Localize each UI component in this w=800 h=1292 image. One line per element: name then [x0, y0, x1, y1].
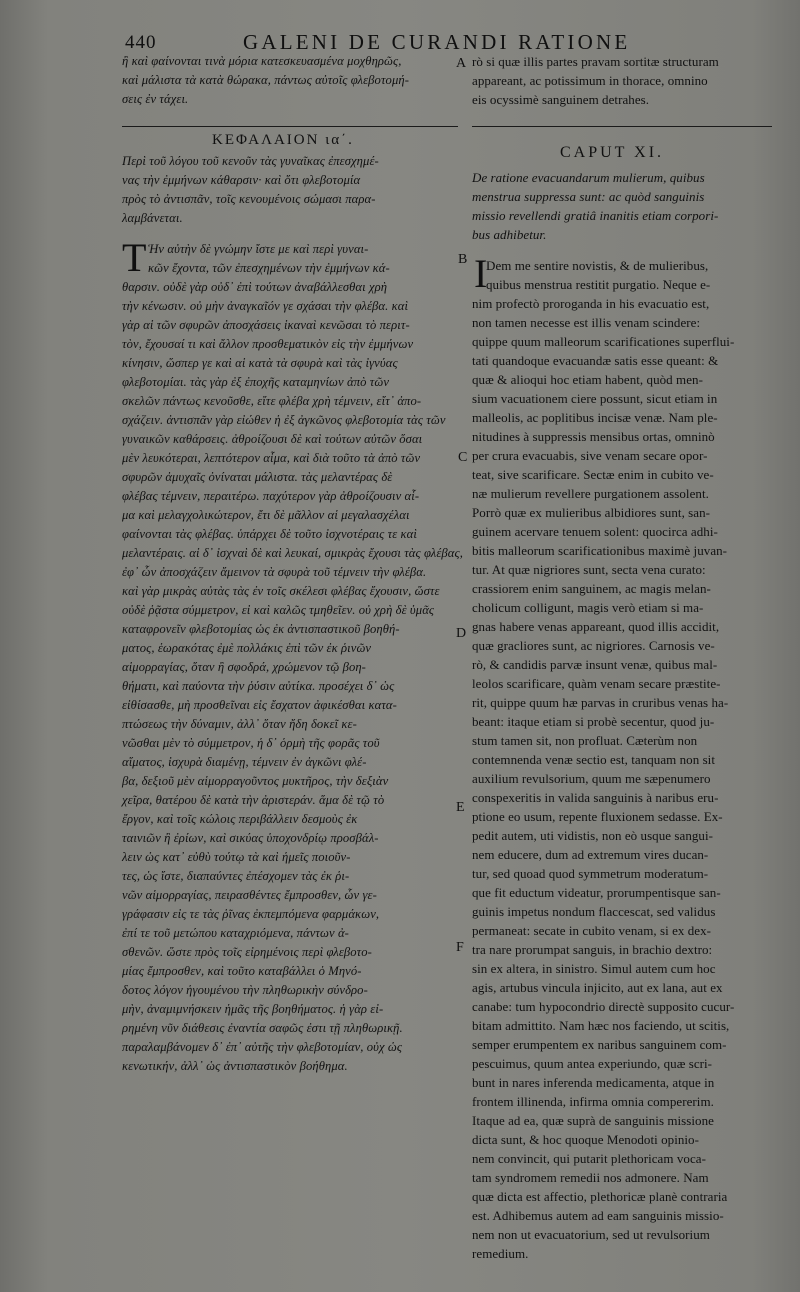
latin-chapter-title: CAPUT XI. — [560, 144, 665, 161]
text-line: ματος, ἑωρακότας ἐμὲ πολλάκις ἐπὶ τῶν ἐκ ῥινῶν — [122, 641, 372, 655]
text-line: θαρσιν. οὐδὲ γὰρ οὐδ᾽ ἐπὶ τούτων ἀναβάλλεσθαι χρὴ — [122, 280, 388, 294]
text-line: μελαντέραις. αἱ δ᾽ ἰσχναὶ δὲ καὶ λευκαί, σμικρὰς ἔχουσι τὰς φλέβας, — [122, 546, 463, 560]
text-line: μὲν λευκότεραι, λεπτότερον αἷμα, καὶ διὰ τοῦτο τὰ ἀπὸ τῶν — [122, 451, 421, 465]
text-line: nem educere, dum ad extremum vires ducan- — [472, 847, 709, 862]
text-line: crassiorem enim sanguinem, ac magis melan- — [472, 581, 711, 596]
text-line: καταφρονεῖν φλεβοτομίας ὡς ἐκ ἀντισπαστικοῦ βοηθή- — [122, 622, 400, 636]
text-line: Itaque ad ea, quæ suprà de sanguinis missione — [472, 1113, 714, 1128]
text-line: κίνησιν, ὥσπερ γε καὶ αἱ κατὰ τὰ σφυρὰ καὶ τὰς ἰγνύας — [122, 356, 398, 370]
text-line: Dem me sentire novistis, & de mulieribus, — [486, 258, 709, 273]
text-line: malleolis, ac poplitibus incisæ venæ. Nam ple- — [472, 410, 718, 425]
text-line: γὰρ αἱ τῶν σφυρῶν ἀποσχάσεις ἱκαναὶ κενῶσαι τὸ περιτ- — [122, 318, 410, 332]
text-line: λειν ὡς κατ᾽ εὐθὺ τούτῳ τὰ καὶ ἡμεῖς ποιοῦν- — [122, 850, 351, 864]
text-line: παραλαμβάνομεν δ᾽ ἐπ᾽ αὐτῆς τὴν φλεβοτομίαν, οὐχ ὡς — [122, 1040, 403, 1054]
text-line: sium vacuationem ciere possunt, sicut etiam in — [472, 391, 718, 406]
text-line: τες, ὡς ἴστε, διαπαύντες ἐπέσχομεν τὰς ἐκ ῥι- — [122, 869, 350, 883]
text-line: bitam admittito. Nam hæc nos faciendo, ut scitis, — [472, 1018, 730, 1033]
text-line: tati quandoque evacuandæ satis esse queant: & — [472, 353, 719, 368]
greek-drop-cap: Τ — [122, 235, 147, 280]
margin-letter-f: F — [456, 940, 464, 955]
text-line: sin ex altera, in sinistro. Simul autem cum hoc — [472, 961, 716, 976]
text-line: permaneat: secate in cubito venam, si ex dex- — [472, 923, 712, 938]
text-line: ρημένη νῦν διάθεσις ἐναντία σαφῶς ἐστι τῇ πληθωρικῇ. — [122, 1021, 403, 1035]
running-title: GALENI DE CURANDI RATIONE — [243, 30, 631, 54]
text-line: ptione eo usum, repente fluxionem sedasse. Ex- — [472, 809, 723, 824]
text-line: agis, artubus vincula injicito, aut ex lana, aut ex — [472, 980, 723, 995]
text-line: est. Adhibemus autem ad eam sanguinis missio- — [472, 1208, 724, 1223]
text-line: conspexeritis in valida sanguinis à naribus eru- — [472, 790, 719, 805]
text-line: βα, δεξιοῦ μὲν αἱμορραγοῦντος μυκτῆρος, τὴν δεξιὰν — [122, 774, 389, 788]
text-line: dicta sunt, & hoc quoque Menodoti opinio- — [472, 1132, 699, 1147]
text-line: γράφασιν εἰς τε τὰς ῥῖνας ἐκπεμπόμενα φαρμάκων, — [122, 907, 380, 921]
text-line: κῶν ἔχοντα, τῶν ἐπεσχημένων τὴν ἐμμήνων κά- — [148, 261, 390, 275]
text-line: eis ocyssimè sanguinem detrahes. — [472, 92, 650, 107]
text-line: δοτος λόγον ἡγουμένου τὴν πληθωρικὴν σύνδρο- — [122, 983, 368, 997]
text-line: missio revellendi gratiâ inanitis etiam corpori- — [472, 208, 719, 223]
latin-chapter-summary — [472, 168, 772, 244]
margin-letter-a: A — [456, 56, 467, 71]
margin-letter-b: B — [458, 252, 468, 267]
text-line: Porrò quæ ex mulieribus albidiores sunt, san- — [472, 505, 711, 520]
text-line: per crura evacuabis, sive venam secare opor- — [472, 448, 708, 463]
text-line: κενωτικήν, ἀλλ᾽ ὡς ἀντισπαστικὸν βοήθημα. — [122, 1059, 348, 1073]
text-line: nem convincit, qui putarit plethoricam voca- — [472, 1151, 706, 1166]
text-line: semper erumpentem ex naribus sanguinem com- — [472, 1037, 727, 1052]
text-line: Περὶ τοῦ λόγου τοῦ κενοῦν τὰς γυναῖκας ἐπεσχημέ- — [122, 154, 379, 168]
text-line: teat, sive scarificare. Sectæ enim in cubito ve- — [472, 467, 714, 482]
text-line: πρὸς τὸ ἀντισπᾶν, τοῖς κενουμένοις σώμασι παρα- — [122, 192, 376, 206]
margin-letter-d: D — [456, 626, 467, 641]
text-line: beant: itaque etiam si probè secentur, quod ju- — [472, 714, 715, 729]
text-line: non tamen necesse est illis venam scindere: — [472, 315, 701, 330]
text-line: τὴν κένωσιν. οὐ μὴν ἀναγκαῖόν γε σχάσαι τὴν φλέβα. καὶ — [122, 299, 409, 313]
section-rule-greek — [122, 126, 458, 127]
margin-letter-e: E — [456, 800, 465, 815]
text-line: τὸν, ἔχουσαί τι καὶ ἄλλον προσθεματικὸν εἰς τὴν ἐμμήνων — [122, 337, 414, 351]
text-line: σθενῶν. ὥστε πρὸς τοῖς εἰρημένοις περὶ φλεβοτο- — [122, 945, 372, 959]
text-line: Ἡν αὐτὴν δὲ γνώμην ἴστε με καὶ περὶ γυναι- — [148, 242, 369, 256]
text-line: frontem illinenda, infirma omnia compererim. — [472, 1094, 714, 1109]
latin-drop-cap: I — [474, 251, 488, 296]
text-line: tam syndromem remedii nos admonere. Nam — [472, 1170, 709, 1185]
greek-body-text — [122, 235, 463, 1076]
text-line: ἐφ᾽ ὧν ἀποσχάζειν ἄμεινον τὰ σφυρὰ τοῦ τέμνειν τὴν φλέβα. — [122, 565, 427, 579]
latin-body-text — [472, 251, 772, 1263]
greek-chapter-summary — [122, 152, 458, 228]
text-line: pescuimus, quum antea experiundo, quæ scri- — [472, 1056, 713, 1071]
text-line: nem non ut evacuatorium, sed ut revulsorium — [472, 1227, 710, 1242]
text-line: rò, & candidis parvæ insunt venæ, quibus mal- — [472, 657, 718, 672]
text-line: νῶν αἱμορραγίας, πειρασθέντες ἔμπροσθεν, ὧν γε- — [122, 888, 377, 902]
text-line: καὶ γὰρ μικρὰς αὐτὰς τὰς ἐν τοῖς σκέλεσι φλέβας ἔχουσιν, ὥστε — [122, 584, 440, 598]
text-line: tur, sed quoad quod symmetrum moderatum- — [472, 866, 709, 881]
text-line: νῶσθαι μὲν τὸ σύμμετρον, ἡ δ᾽ ὁρμὴ τῆς φορᾶς τοῦ — [122, 736, 380, 750]
text-line: ἐπί τε τοῦ μετώπου καταχριόμενα, πάντων ἀ- — [122, 926, 349, 940]
text-line: μὴν, ἀναμιμνήσκειν ἡμᾶς τῆς βοηθήματος. ἡ γὰρ εἰ- — [122, 1002, 384, 1016]
text-line: φλέβας τέμνειν, περαιτέρω. παχύτερον γὰρ ἀθροίζουσιν αἷ- — [122, 489, 420, 503]
text-line: pedit autem, uti vidistis, non eò usque sangui- — [472, 828, 714, 843]
text-line: μίας ἔμπροσθεν, καὶ τοῦτο καταβάλλει ὁ Μηνό- — [122, 964, 362, 978]
text-line: leolos scarificare, quàm venam secare præstite- — [472, 676, 721, 691]
greek-column — [122, 52, 457, 109]
margin-letter-c: C — [458, 450, 468, 465]
text-line: nitudines à suppressis mensibus ortas, omninò — [472, 429, 715, 444]
greek-chapter-title: ΚΕΦΑΛΑΙΟΝ ια΄. — [212, 132, 354, 148]
text-line: εἰθίσασθε, μὴ προσθεῖναι εἰς ἔσχατον ἀφικέσθαι κατα- — [122, 698, 397, 712]
text-line: quippe quum malleorum scarificationes superflui- — [472, 334, 735, 349]
text-line: quæ gracliores sunt, ac nigriores. Carnosis ve- — [472, 638, 715, 653]
latin-column — [472, 52, 772, 109]
section-rule-latin — [472, 126, 772, 127]
text-line: guinem acervare tenuem solent: quocirca adhi- — [472, 524, 718, 539]
text-line: γυναικῶν καθάρσεις. ἀθροίζουσι δὲ καὶ τούτων αὐτῶν ὅσαι — [122, 432, 423, 446]
text-line: contemnenda venæ sectio est, tanquam non sit — [472, 752, 716, 767]
text-line: guinis impetus nondum flaccescat, sed validus — [472, 904, 716, 919]
text-line: αἱμορραγίας, ὅταν ἢ σφοδρά, χρώμενον τῷ βοη- — [122, 660, 366, 674]
text-line: quibus menstrua restitit purgatio. Neque e- — [486, 277, 711, 292]
text-line: tur. At quæ nigriores sunt, secta vena curato: — [472, 562, 706, 577]
latin-top-text — [472, 52, 772, 109]
text-line: nim profectò proroganda in his evacuatio est, — [472, 296, 710, 311]
text-line: καὶ μάλιστα τὰ κατὰ θώρακα, πάντως αὐτοῖς φλεβοτομή- — [122, 73, 410, 87]
text-line: σεις ἐν τάχει. — [122, 92, 189, 106]
text-line: οὐδὲ ῥᾷστα σύμμετρον, εἰ καὶ καλῶς τμηθεῖεν. οὐ χρὴ δὲ ὑμᾶς — [122, 603, 435, 617]
text-line: quæ dicta est affectio, plethoricæ planè contraria — [472, 1189, 728, 1204]
text-line: gnas habere venas appareant, quod illis accidit, — [472, 619, 720, 634]
text-line: næ mulierum revellere purgationem assolent. — [472, 486, 709, 501]
text-line: φλεβοτομίαι. τὰς γὰρ ἐξ ἐποχῆς καταμηνίων ἀπὸ τῶν — [122, 375, 390, 389]
text-line: De ratione evacuandarum mulierum, quibus — [472, 170, 705, 185]
text-line: χεῖρα, θατέρου δὲ κατὰ τὴν ἀριστεράν. ἅμα δὲ τῷ τὸ — [122, 793, 385, 807]
text-line: σχάζειν. ἀντισπᾶν γὰρ εἰώθεν ἡ ἐξ ἀγκῶνος φλεβοτομία τὰς τῶν — [122, 413, 446, 427]
text-line: νας τὴν ἐμμήνων κάθαρσιν· καὶ ὅτι φλεβοτομία — [122, 173, 361, 187]
text-line: σκελῶν πάντως κενοῦσθε, εἴτε φλέβα χρὴ τέμνειν, εἴτ᾽ ἀπο- — [122, 394, 422, 408]
text-line: que fit eductum videatur, prorumpentisque san- — [472, 885, 721, 900]
text-line: πτώσεως τὴν δύναμιν, ἀλλ᾽ ὅταν ἤδη δοκεῖ κε- — [122, 717, 357, 731]
text-line: remedium. — [472, 1246, 529, 1261]
greek-top-text — [122, 52, 457, 109]
text-line: λαμβάνεται. — [122, 211, 183, 225]
text-line: cholicum colligunt, magis verò etiam si ma- — [472, 600, 704, 615]
text-line: φαίνονται τὰς φλέβας. ὑπάρχει δὲ τοῦτο ἰσχνοτέραις τε καὶ — [122, 527, 417, 541]
text-line: bunt in nares inferenda medicamenta, atque in — [472, 1075, 715, 1090]
text-line: appareant, ac potissimum in thorace, omnino — [472, 73, 708, 88]
text-line: bus adhibetur. — [472, 227, 547, 242]
page-number: 440 — [125, 32, 157, 53]
text-line: ἔργον, καὶ τοῖς κώλοις περιβάλλειν δεσμοὺς ἐκ — [122, 812, 358, 826]
text-line: ἢ καὶ φαίνονται τινὰ μόρια κατεσκευασμένα μοχθηρῶς, — [122, 54, 402, 68]
text-line: μα καὶ μελαγχολικώτερον, ἔτι δὲ μᾶλλον αἱ μεγαλασχέλαι — [122, 508, 410, 522]
text-line: θήματι, καὶ παύοντα τὴν ῥύσιν αὐτίκα. προσέχει δ᾽ ὡς — [122, 679, 395, 693]
text-line: rit, quippe quum hæ parvas in cruribus venas ha- — [472, 695, 729, 710]
text-line: αἵματος, ἰσχυρὰ διαμένῃ, τέμνειν ἐν ἀγκῶνι φλέ- — [122, 755, 367, 769]
text-line: tra nare prorumpat sanguis, in brachio dextro: — [472, 942, 713, 957]
text-line: quæ & alioqui hoc etiam habent, quòd men- — [472, 372, 703, 387]
text-line: σφυρῶν ἀμυχαῖς ὀνίναται μάλιστα. τὰς μελαντέρας δὲ — [122, 470, 393, 484]
text-line: stum tamen sit, non profluat. Cæterùm non — [472, 733, 698, 748]
text-line: menstrua suppressa sunt: ac quòd sanguinis — [472, 189, 705, 204]
text-line: auxilium revulsorium, quum me sæpenumero — [472, 771, 711, 786]
text-line: bitis malleorum scarificationibus maximè juvan- — [472, 543, 728, 558]
text-line: rò si quæ illis partes pravam sortitæ structuram — [472, 54, 719, 69]
text-line: canabe: tum hypocondrio directè supposito cucur- — [472, 999, 735, 1014]
text-line: ταινιῶν ἢ ἐρίων, καὶ σικύας ὑποχονδρίῳ προσβάλ- — [122, 831, 379, 845]
